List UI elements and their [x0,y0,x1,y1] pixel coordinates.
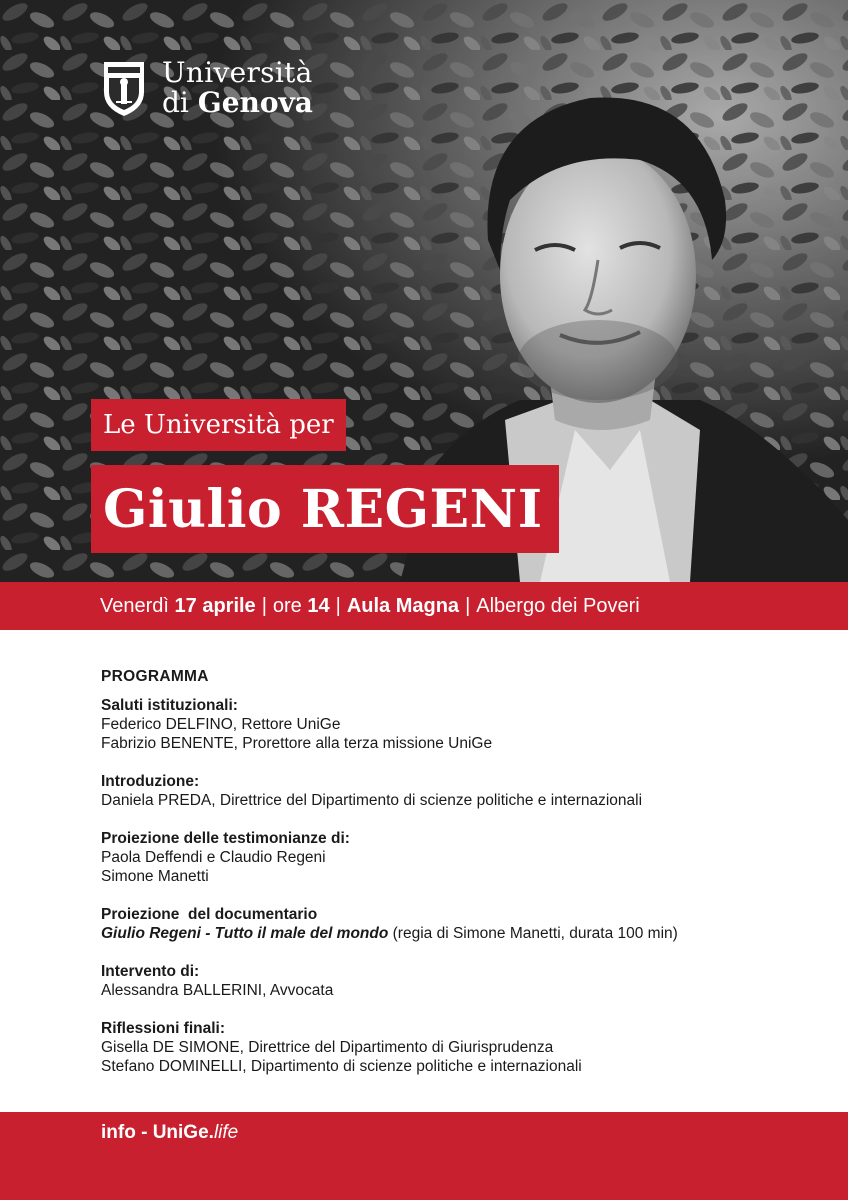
section-title: Proiezione delle testimonianze di: [101,830,350,847]
programme-section [101,696,801,753]
section-line [101,924,801,943]
footer-suffix: life [213,1122,239,1143]
section-line: Fabrizio BENENTE, Prorettore alla terza missione UniGe [101,735,493,752]
programme-section [101,1019,801,1076]
footer-brand: UniGe. [152,1122,214,1143]
logo-line-2-prefix: di [162,86,198,119]
programme-section [101,962,801,1000]
unige-shield-icon [100,58,148,118]
programme-heading: PROGRAMMA [101,668,209,685]
event-details-bar [0,582,848,630]
university-logo [100,58,313,118]
film-title: Giulio Regeni - Tutto il male del mondo [101,925,389,942]
section-title: Riflessioni finali: [101,1020,226,1037]
logo-wordmark [162,58,313,118]
event-time-prefix: ore [272,594,302,617]
section-line: Alessandra BALLERINI, Avvocata [101,982,334,999]
event-subtitle: Le Università per [91,399,346,451]
separator: | [465,594,471,617]
programme-section [101,829,801,886]
section-line: Gisella DE SIMONE, Direttrice del Dipartimento di Giurisprudenza [101,1039,554,1056]
section-line: Simone Manetti [101,868,209,885]
section-line: Stefano DOMINELLI, Dipartimento di scienze politiche e internazionali [101,1058,582,1075]
logo-line-2-bold: Genova [197,86,313,119]
event-time: 14 [307,594,330,617]
hero-section [0,0,848,582]
event-title: Giulio REGENI [91,465,559,553]
event-date: 17 aprile [174,594,256,617]
footer-bar [0,1112,848,1200]
logo-line-2 [162,88,313,118]
section-line: Daniela PREDA, Direttrice del Dipartimento di scienze politiche e internazionali [101,792,643,809]
event-place: Aula Magna [346,594,460,617]
footer-info: info - [101,1122,153,1143]
event-day: Venerdì [100,594,169,617]
separator: | [335,594,341,617]
programme-section [101,772,801,810]
separator: | [261,594,267,617]
section-title: Intervento di: [101,963,200,980]
section-line: Paola Deffendi e Claudio Regeni [101,849,326,866]
event-venue: Albergo dei Poveri [476,594,640,617]
logo-line-1: Università [162,56,313,89]
section-title: Proiezione del documentario [101,906,318,923]
section-title: Saluti istituzionali: [101,697,238,714]
footer-info-link[interactable] [101,1122,238,1143]
section-line: Federico DELFINO, Rettore UniGe [101,716,341,733]
film-note: (regia di Simone Manetti, durata 100 min) [388,925,678,942]
programme [101,667,801,1095]
section-title: Introduzione: [101,773,200,790]
programme-section [101,905,801,943]
